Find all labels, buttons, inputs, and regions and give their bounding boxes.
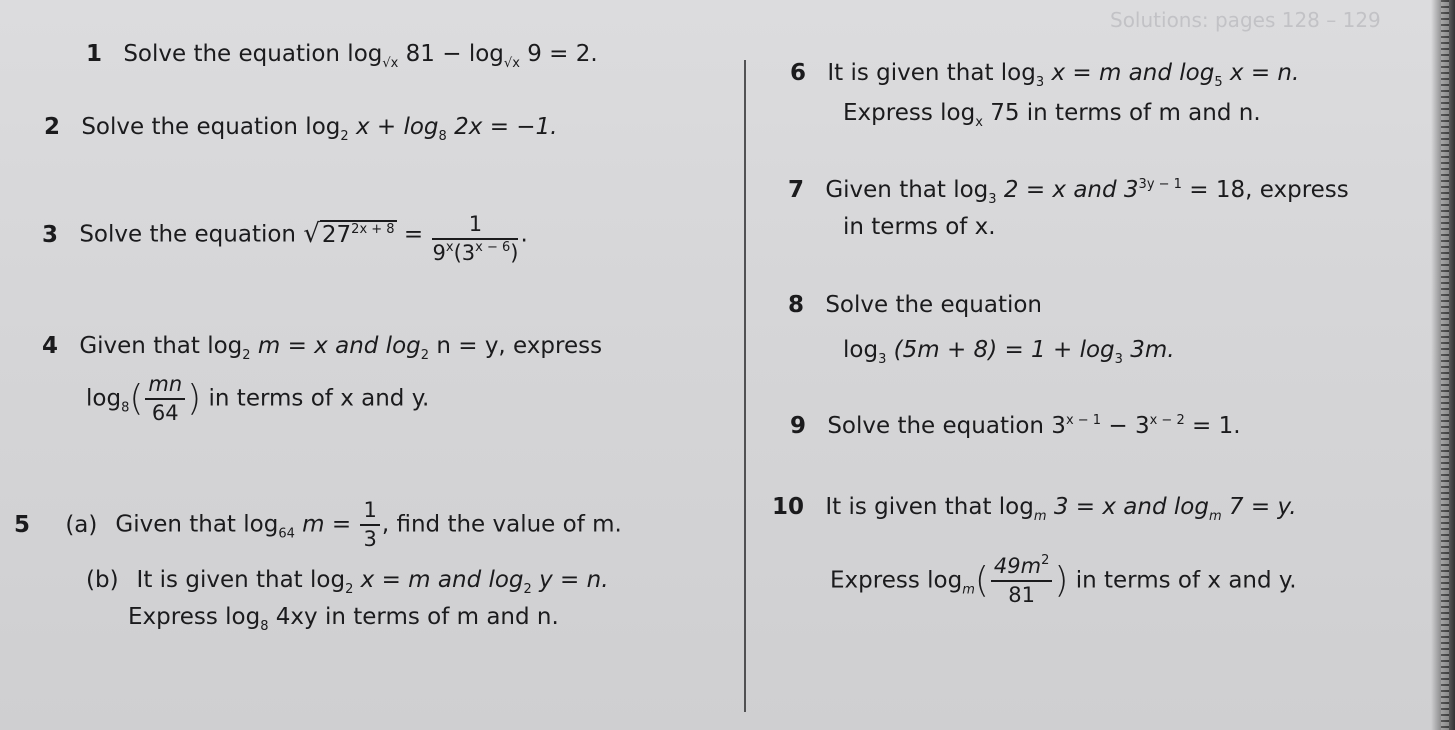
question-9: 9 Solve the equation $3^{x - 1} - 3^{x - 2} = 1$. xyxy=(790,413,1241,439)
question-6-line-2: Express $\log_x 75$ in terms of m and n. xyxy=(843,100,1261,130)
fraction: $\frac{49m^2}{81}$ xyxy=(991,556,1052,606)
question-5b-line-2: Express $\log_8 4xy$ in terms of m and n. xyxy=(128,604,559,634)
fraction: $\frac{1}{9^x(3^{x - 6})}$ xyxy=(432,212,519,265)
square-root: $√27^{2x + 8}$ xyxy=(303,218,395,249)
question-7-line-2: in terms of x. xyxy=(843,214,996,240)
book-spine-pages xyxy=(1441,0,1449,730)
sqrt-icon: √ xyxy=(303,218,320,249)
question-10-line-2: Express $\log_m$( $\frac{49m^2}{81}$ ) in terms of x and y. xyxy=(830,553,1297,607)
column-divider xyxy=(744,60,746,712)
question-number: 10 xyxy=(772,494,805,520)
question-number: 4 xyxy=(42,333,59,359)
question-number: 6 xyxy=(790,60,807,86)
question-4-line-2: $\log_8$( $\frac{mn}{64}$ ) in terms of x and y. xyxy=(86,372,430,425)
question-10: 10 It is given that $\log_m 3 = x$ and $\log_m 7 = y$. xyxy=(772,494,1297,524)
question-number: 9 xyxy=(790,413,807,439)
question-number: 8 xyxy=(788,292,805,318)
question-number: 1 xyxy=(86,41,103,67)
question-8-line-2: $\log_3 (5m + 8) = 1 + \log_3 3m$. xyxy=(843,337,1175,367)
question-1: 1 Solve the equation $\log_{√x} 81 - \log_{√x} 9 = 2$. xyxy=(86,41,598,71)
question-7: 7 Given that $\log_3 2 = x$ and $3^{3y - 1} = 18$, express xyxy=(788,177,1349,207)
question-5a: 5 (a) Given that $\log_{64} m$ = $\frac{1}{3}$ , find the value of m. xyxy=(14,498,622,551)
question-5b: (b) It is given that $\log_2 x = m$ and $\log_2 y = n$. xyxy=(86,567,609,597)
question-4: 4 Given that $\log_2 m = x$ and $\log_2 n = y$, express xyxy=(42,333,603,363)
question-number: 7 xyxy=(788,177,805,203)
question-number: 5 xyxy=(14,511,31,538)
fraction: $\frac{mn}{64}$ xyxy=(145,374,185,424)
question-2: 2 Solve the equation $\log_2 x + \log_8 2x = -1$. xyxy=(44,114,558,144)
question-6: 6 It is given that $\log_3 x = m$ and $\log_5 x = n$. xyxy=(790,60,1300,90)
question-3: 3 Solve the equation $√27^{2x + 8}$ = $\frac{1}{9^x(3^{x - 6})}$ . xyxy=(42,212,528,265)
question-number: 3 xyxy=(42,221,59,248)
question-number: 2 xyxy=(44,114,61,140)
bleed-through-text: Solutions: pages 128 – 129 xyxy=(1110,8,1381,32)
question-8: 8 Solve the equation xyxy=(788,292,1042,318)
fraction: $\frac{1}{3}$ xyxy=(360,500,379,550)
